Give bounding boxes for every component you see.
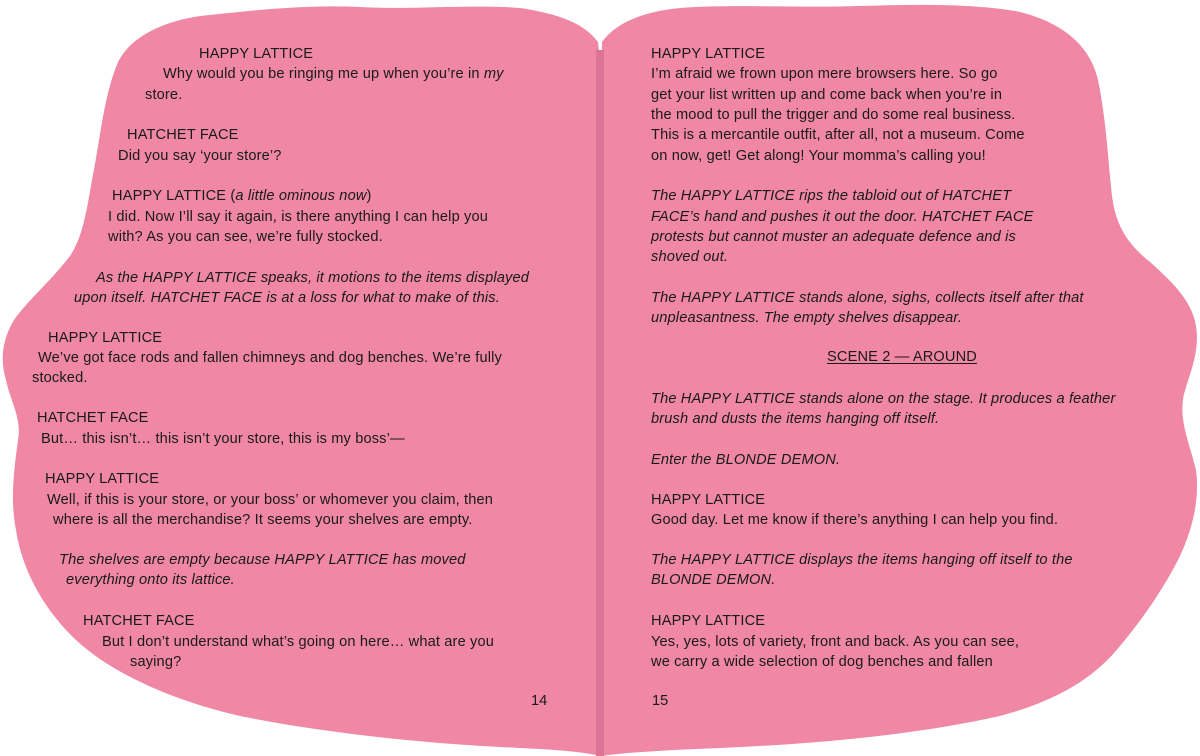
stage-direction: shoved out. [651,249,729,265]
stage-direction: a little ominous now [235,188,367,204]
dialogue-line: with? As you can see, we’re fully stocked. [108,229,383,245]
dialogue-line: stocked. [32,370,88,386]
dialogue-line: get your list written up and come back when you’re in [651,87,1003,103]
speaker-name: HAPPY LATTICE [651,613,766,629]
dialogue-line: But I don’t understand what’s going on here… what are you [102,634,495,650]
dialogue-line: We’ve got face rods and fallen chimneys and dog benches. We’re fully [38,350,502,366]
stage-direction: The HAPPY LATTICE stands alone, sighs, collects itself after that [651,290,1084,306]
dialogue-line: on now, get! Get along! Your momma’s calling you! [651,148,986,164]
stage-direction: protests but cannot muster an adequate defence and is [651,229,1016,245]
stage-direction: Enter the BLONDE DEMON. [651,452,841,468]
stage-direction: everything onto its lattice. [66,572,235,588]
dialogue-line: where is all the merchandise? It seems your shelves are empty. [53,512,473,528]
dialogue-line: I’m afraid we frown upon mere browsers here. So go [651,66,998,82]
dialogue-line: This is a mercantile outfit, after all, not a museum. Come [651,127,1025,143]
stage-direction: unpleasantness. The empty shelves disappear. [651,310,963,326]
dialogue-line: the mood to pull the trigger and do some real business. [651,107,1016,123]
speaker-name: HAPPY LATTICE [45,471,160,487]
stage-direction: The HAPPY LATTICE rips the tabloid out of HATCHET [651,188,1012,204]
dialogue-line: Why would you be ringing me up when you’re in my [163,66,504,82]
stage-direction: brush and dusts the items hanging off itself. [651,411,940,427]
speaker-name: HAPPY LATTICE [651,492,766,508]
dialogue-line: Well, if this is your store, or your boss’ or whomever you claim, then [47,492,494,508]
speaker-name: HAPPY LATTICE [199,46,314,62]
speaker-name: HAPPY LATTICE [651,46,766,62]
dialogue-line: I did. Now I’ll say it again, is there anything I can help you [108,209,489,225]
dialogue-line: Did you say ‘your store’? [118,148,282,164]
stage-direction: The HAPPY LATTICE stands alone on the stage. It produces a feather [651,391,1116,407]
speaker-name: HATCHET FACE [37,410,149,426]
stage-direction: upon itself. HATCHET FACE is at a loss for what to make of this. [74,290,500,306]
stage-direction: As the HAPPY LATTICE speaks, it motions to the items displayed [96,270,529,286]
speaker-name: HAPPY LATTICE (a little ominous now) [112,188,372,204]
page-number: 14 [531,693,548,709]
dialogue-line: Good day. Let me know if there’s anything I can help you find. [651,512,1059,528]
spine-shadow [596,50,604,756]
dialogue-line: Yes, yes, lots of variety, front and back. As you can see, [651,634,1020,650]
stage-direction: BLONDE DEMON. [651,572,776,588]
dialogue-line: But… this isn’t… this isn’t your store, this is my boss’— [41,431,405,447]
speaker-name: HATCHET FACE [83,613,195,629]
page-number: 15 [652,693,669,709]
dialogue-line: we carry a wide selection of dog benches and fallen [651,654,993,670]
stage-direction: The shelves are empty because HAPPY LATTICE has moved [59,552,466,568]
speaker-name: HATCHET FACE [127,127,239,143]
scene-heading: SCENE 2 — AROUND [827,349,977,365]
dialogue-line: saying? [130,654,182,670]
stage-direction: FACE’s hand and pushes it out the door. HATCHET FACE [651,209,1034,225]
stage-direction: The HAPPY LATTICE displays the items hanging off itself to the [651,552,1073,568]
speaker-name: HAPPY LATTICE [48,330,163,346]
dialogue-line: store. [145,87,183,103]
